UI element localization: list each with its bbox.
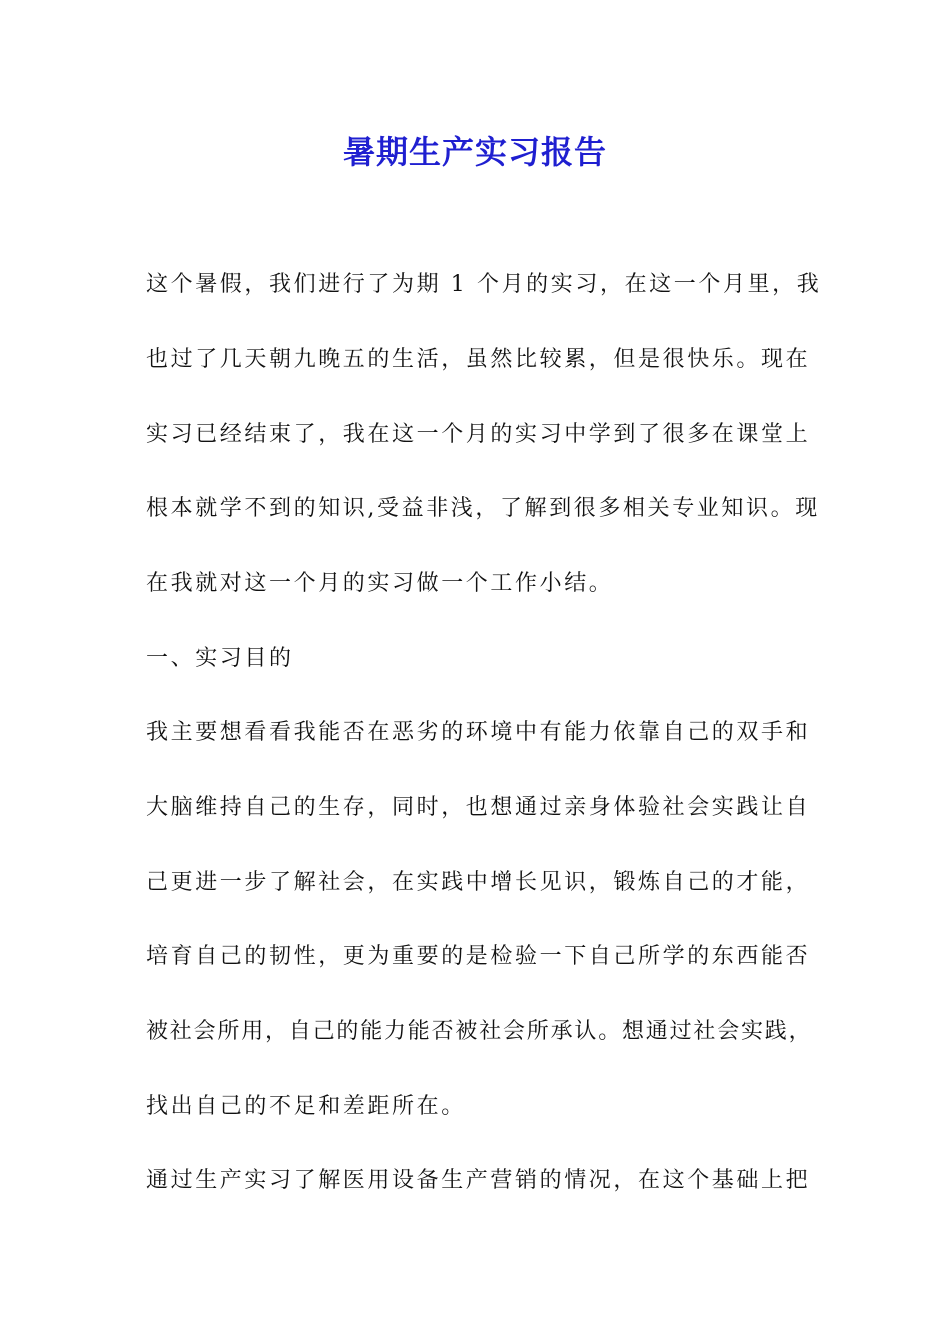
- paragraph-line: 大脑维持自己的生存，同时，也想通过亲身体验社会实践让自: [146, 795, 811, 820]
- paragraph-line: 根本就学不到的知识,受益非浅，了解到很多相关专业知识。现: [146, 496, 820, 521]
- paragraph-line: 找出自己的不足和差距所在。: [146, 1094, 466, 1119]
- paragraph-line: 通过生产实习了解医用设备生产营销的情况，在这个基础上把: [146, 1168, 811, 1193]
- paragraph-line: 被社会所用，自己的能力能否被社会所承认。想通过社会实践，: [146, 1019, 813, 1044]
- section-heading: 一、实习目的: [146, 646, 294, 671]
- paragraph-line: 这个暑假，我们进行了为期 1 个月的实习，在这一个月里，我: [146, 272, 822, 297]
- paragraph-line: 己更进一步了解社会，在实践中增长见识，锻炼自己的才能，: [146, 870, 811, 895]
- paragraph-line: 我主要想看看我能否在恶劣的环境中有能力依靠自己的双手和: [146, 720, 811, 745]
- paragraph-line: 实习已经结束了，我在这一个月的实习中学到了很多在课堂上: [146, 422, 811, 447]
- document-title: 暑期生产实习报告: [342, 133, 607, 171]
- paragraph-line: 培育自己的韧性，更为重要的是检验一下自己所学的东西能否: [146, 944, 811, 969]
- paragraph-line: 在我就对这一个月的实习做一个工作小结。: [146, 571, 614, 596]
- paragraph-line: 也过了几天朝九晚五的生活，虽然比较累，但是很快乐。现在: [146, 347, 811, 372]
